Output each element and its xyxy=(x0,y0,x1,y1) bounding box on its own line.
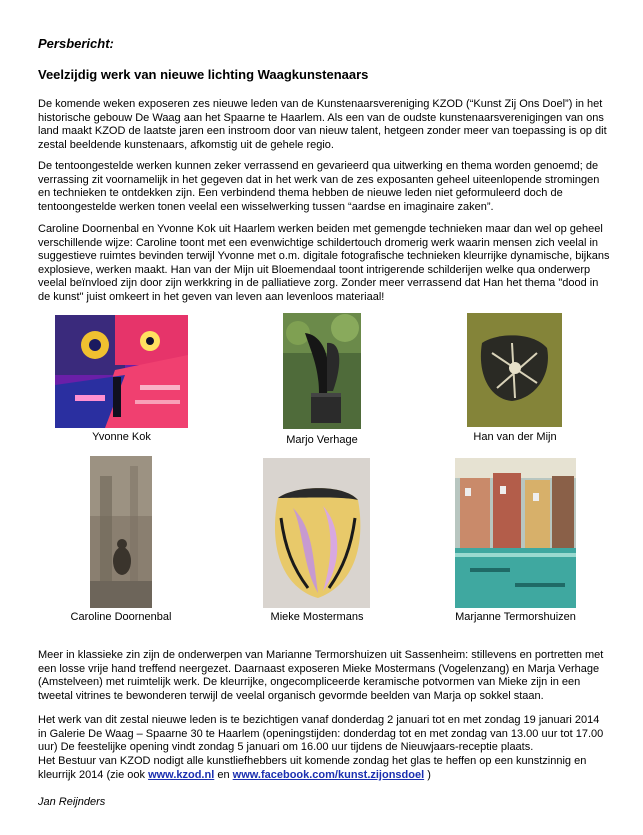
facebook-link[interactable]: www.facebook.com/kunst.zijonsdoel xyxy=(232,768,425,781)
page-title: Veelzijdig werk van nieuwe lichting Waagkunstenaars xyxy=(38,67,369,82)
paragraph-5: Het werk van dit zestal nieuwe leden is te bezichtigen vanaf donderdag 2 januari tot en met zondag 19 januari 2014 in Galerie De Waag – Spaarne 30 te Haarlem (openingstijden: donderdag tot en met zondag van 13.00 uur tot 17.00 uur) De feestelijke opening vindt zondag 5 januari om 16.00 uur tijdens de Nieuwjaars-receptie plaats. xyxy=(38,714,604,754)
kzod-link[interactable]: www.kzod.nl xyxy=(148,768,215,781)
artwork-image-yvonne-kok xyxy=(55,315,188,428)
press-label: Persbericht: xyxy=(38,36,114,51)
paragraph-2: De tentoongestelde werken kunnen zeker verrassend en gevarieerd qua uitwerking en thema worden genoemd; de verrassing zit voornamelijk in het gegeven dat in het werk van de zes exposanten geheel uiteenlopende stromingen en technieken te ontdekken zijn. Een verbindend thema hebben de nieuwe leden niet geformuleerd doch de tentoongestelde werken tonen veelal een wisselwerking tussen “aardse en imaginaire zaken”. xyxy=(38,160,600,213)
paragraph-6 xyxy=(38,755,610,782)
paragraph-6-lead: Het Bestuur van KZOD nodigt alle kunstliefhebbers uit komende zondag het glas te heffen op een kunstzinnig en kleurrijk 2014 (zie ook xyxy=(38,755,587,781)
artwork-image-han-van-der-mijn xyxy=(467,313,562,427)
artwork-image-marjanne-termorshuizen xyxy=(455,458,576,608)
artwork-image-mieke-mostermans xyxy=(263,458,370,608)
artwork-caption-han-van-der-mijn: Han van der Mijn xyxy=(473,431,557,443)
paragraph-4: Meer in klassieke zin zijn de onderwerpen van Marianne Termorshuizen uit Sassenheim: stillevens en portretten met een losse vrije hand treffend neergezet. Daarnaast exposeren Mieke Mostermans (Vogelenzang) en Marja Verhage (Amstelveen) met ruimtelijk werk. De kleurrijke, ongecompliceerde keramische potvormen van Mieke zijn in een tweetal vitrines te bewonderen terwijl de veelal organisch gevormde beelden van Marja op sokkel staan. xyxy=(38,649,604,702)
artwork-caption-mieke-mostermans: Mieke Mostermans xyxy=(270,611,364,623)
artwork-caption-marjo-verhage: Marjo Verhage xyxy=(286,434,358,446)
artwork-caption-caroline-doornenbal: Caroline Doornenbal xyxy=(70,611,172,623)
artwork-image-marjo-verhage xyxy=(283,313,361,429)
signature: Jan Reijnders xyxy=(38,796,106,808)
artwork-caption-marjanne-termorshuizen: Marjanne Termorshuizen xyxy=(455,611,576,623)
artwork-caption-yvonne-kok: Yvonne Kok xyxy=(92,431,151,443)
artwork-image-caroline-doornenbal xyxy=(90,456,152,608)
paragraph-6-end: ) xyxy=(424,768,431,781)
paragraph-6-mid: en xyxy=(214,768,233,781)
paragraph-3: Caroline Doornenbal en Yvonne Kok uit Haarlem werken beiden met gemengde technieken maar dan wel op geheel verschillende wijze: Caroline toont met een evenwichtige schildertouch dromerig werk waarin mensen zich veelal in suggestieve ruimtes bevinden terwijl Yvonne met o.m. digitale fotografische technieken kleurrijke dynamische, bijkans explosieve, werken maakt. Han van der Mijn uit Bloemendaal toont intrigerende schilderijen welke qua onderwerp veelal beïnvloed zijn door zijn werkkring in de palliatieve zorg. Zonder meer verrassend dat Han het thema "dood in de kunst" juist omkeert in het geven van leven aan levenloos materiaal! xyxy=(38,223,610,303)
paragraph-1: De komende weken exposeren zes nieuwe leden van de Kunstenaarsvereniging KZOD (“Kunst Zij Ons Doel”) in het historische gebouw De Waag aan het Spaarne te Haarlem. Als een van de oudste kunstenaarsverenigingen van ons land maakt KZOD de laatste jaren een instroom door van nieuw talent, hetgeen zonder meer van toepassing is op dit zestal beeldende kunstenaars, afkomstig uit de gehele regio. xyxy=(38,98,607,151)
